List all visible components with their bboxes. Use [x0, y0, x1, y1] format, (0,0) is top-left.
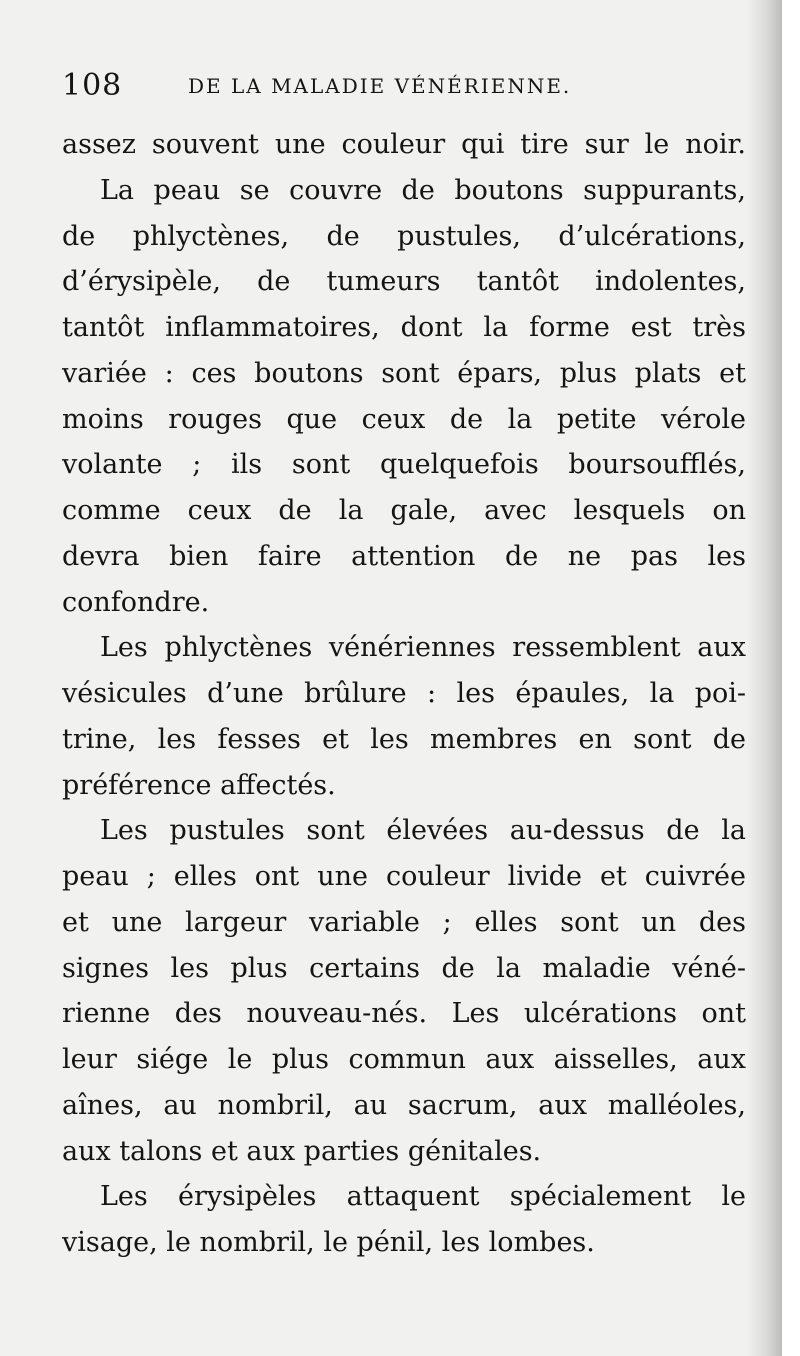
body-text	[62, 122, 746, 1266]
text-line: aux talons et aux parties génitales.	[62, 1135, 542, 1167]
text-line: préférence affectés.	[62, 769, 336, 801]
text-line: leur siége le plus commun aux aisselles, aux	[62, 1044, 746, 1075]
text-line: aînes, au nombril, au sacrum, aux malléoles,	[62, 1089, 746, 1121]
running-title: DE LA MALADIE VÉNÉRIENNE.	[188, 74, 572, 98]
text-line: peau ; elles ont une couleur livide et cuivrée	[62, 861, 746, 892]
outer-margin	[782, 0, 800, 1356]
text-line: volante ; ils sont quelquefois boursoufflés,	[62, 449, 746, 481]
text-line: vésicules d’une brûlure : les épaules, la poi-	[62, 678, 746, 709]
text-line: confondre.	[62, 586, 210, 618]
text-line: tantôt inflammatoires, dont la forme est très	[62, 312, 746, 343]
text-line: comme ceux de la gale, avec lesquels on	[62, 495, 746, 526]
text-line: assez souvent une couleur qui tire sur le noir.	[62, 129, 746, 160]
text-line: de phlyctènes, de pustules, d’ulcérations,	[62, 220, 746, 252]
text-line: Les pustules sont élevées au-dessus de la	[100, 815, 746, 847]
text-line: et une largeur variable ; elles sont un des	[62, 906, 746, 938]
text-line: moins rouges que ceux de la petite vérole	[62, 403, 746, 435]
text-line: variée : ces boutons sont épars, plus plats et	[62, 357, 746, 389]
text-line: signes les plus certains de la maladie véné-	[62, 952, 746, 984]
text-line: visage, le nombril, le pénil, les lombes.	[62, 1227, 595, 1258]
page-number: 108	[62, 68, 123, 103]
running-head	[62, 64, 722, 108]
text-line: La peau se couvre de boutons suppurants,	[100, 174, 746, 206]
text-line: d’érysipèle, de tumeurs tantôt indolentes,	[62, 266, 746, 298]
text-line: Les phlyctènes vénériennes ressemblent aux	[100, 632, 746, 664]
text-line: devra bien faire attention de ne pas les	[62, 540, 746, 572]
text-line: trine, les fesses et les membres en sont de	[62, 723, 746, 755]
page-edge-shadow	[746, 0, 782, 1356]
text-line: rienne des nouveau-nés. Les ulcérations ont	[62, 998, 746, 1030]
text-line: Les érysipèles attaquent spécialement le	[100, 1181, 746, 1213]
